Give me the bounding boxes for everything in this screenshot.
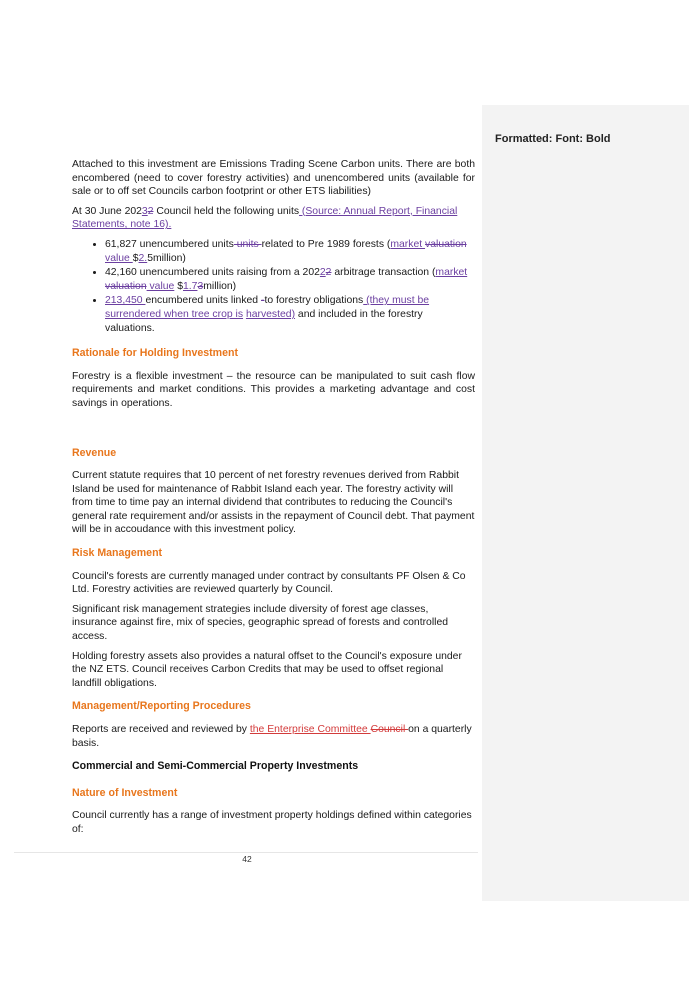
bullet-item: • 42,160 unencumbered units raising from a 20222 arbitrage transaction (market valuation value $1.73million) <box>105 266 475 293</box>
revenue-heading: Revenue <box>72 446 117 459</box>
units-bullet-list <box>72 238 475 335</box>
risk-heading: Risk Management <box>72 547 163 560</box>
comments-pane <box>482 105 689 901</box>
commercial-heading: Commercial and Semi-Commercial Property Investments <box>72 760 359 773</box>
risk-paragraph-1: Council's forests are currently managed under contract by consultants PF Olsen & Co Ltd. Forestry activities are reviewed quarterly by Council. <box>72 570 466 596</box>
deletion[interactable]: - <box>260 295 265 307</box>
insertion-source[interactable]: (Source: Annual Report, Financial Statements, note 16). <box>72 205 458 231</box>
insertion[interactable]: market <box>435 267 468 279</box>
risk-paragraph-2: Significant risk management strategies include diversity of forest age classes, insurance against fire, mix of species, geographic spread of forests and controlled access. <box>72 603 449 643</box>
units-held-paragraph: At 30 June 20232 Council held the following units (Source: Annual Report, Financial Statements, note 16). <box>72 205 458 231</box>
document-body <box>72 158 475 843</box>
insertion[interactable]: value <box>105 252 133 264</box>
deletion[interactable]: Council <box>370 724 409 735</box>
deletion[interactable]: valuation <box>105 280 147 292</box>
bullet-item: • 213,450 encumbered units linked -to forestry obligations (they must be surrendered when tree crop is harvested) and included in the forestry valuations. <box>105 294 475 335</box>
insertion[interactable]: 2 <box>319 267 326 279</box>
insertion[interactable]: harvested) <box>245 308 296 320</box>
insertion[interactable]: 213,450 <box>105 295 146 307</box>
insertion[interactable]: 1.7 <box>183 280 198 292</box>
deletion[interactable]: valuation <box>425 238 467 250</box>
deletion[interactable]: units <box>233 238 262 250</box>
insertion[interactable]: the Enterprise Committee <box>249 724 371 735</box>
risk-paragraph-3: Holding forestry assets also provides a natural offset to the Council's exposure under the NZ ETS. Council receives Carbon Credits that may be used to offset regional landfill obligations. <box>72 650 462 689</box>
mgmt-paragraph: Reports are received and reviewed by the Enterprise Committee Council on a quarterly basis. <box>72 724 472 749</box>
revenue-paragraph: Current statute requires that 10 percent of net forestry revenues derived from Rabbit Island be used for maintenance of Rabbit Island each year. The forestry activity will from time to time pay an internal dividend that contributes to reducing the Council's general rate requirement and/or assists in the repayment of Council debt. That payment will be in accoudance with this investment policy. <box>72 470 475 536</box>
nature-heading: Nature of Investment <box>72 786 178 799</box>
deletion[interactable]: 2 <box>147 205 154 217</box>
rationale-heading: Rationale for Holding Investment <box>72 347 238 360</box>
comment-format-label: Formatted: Font: Bold <box>495 133 611 145</box>
carbon-units-paragraph: Attached to this investment are Emissions Trading Scene Carbon units. There are both encombered (need to cover forestry activities) and unencombered units (available for sale or to off set Councils carbon footprint or other ETS liabilities) <box>72 159 475 198</box>
insertion[interactable]: value <box>146 280 175 292</box>
footer-divider <box>14 852 478 853</box>
mgmt-heading: Management/Reporting Procedures <box>72 700 251 713</box>
insertion[interactable]: 2. <box>138 252 148 264</box>
insertion[interactable]: (they must be surrendered when tree crop is <box>105 295 430 320</box>
deletion[interactable]: 3 <box>197 280 204 292</box>
insertion[interactable]: 3 <box>141 205 148 217</box>
page-number: 42 <box>242 854 252 864</box>
insertion[interactable]: market <box>390 238 426 250</box>
bullet-item: • 61,827 unencumbered units units related to Pre 1989 forests (market valuation value $2.5million) <box>105 238 475 265</box>
nature-paragraph: Council currently has a range of investment property holdings defined within categories of: <box>72 810 472 835</box>
rationale-paragraph: Forestry is a flexible investment – the resource can be manipulated to suit cash flow requirements and market conditions. This provides a marketing advantage and cost savings in operations. <box>72 370 475 409</box>
deletion[interactable]: 2 <box>325 267 332 279</box>
